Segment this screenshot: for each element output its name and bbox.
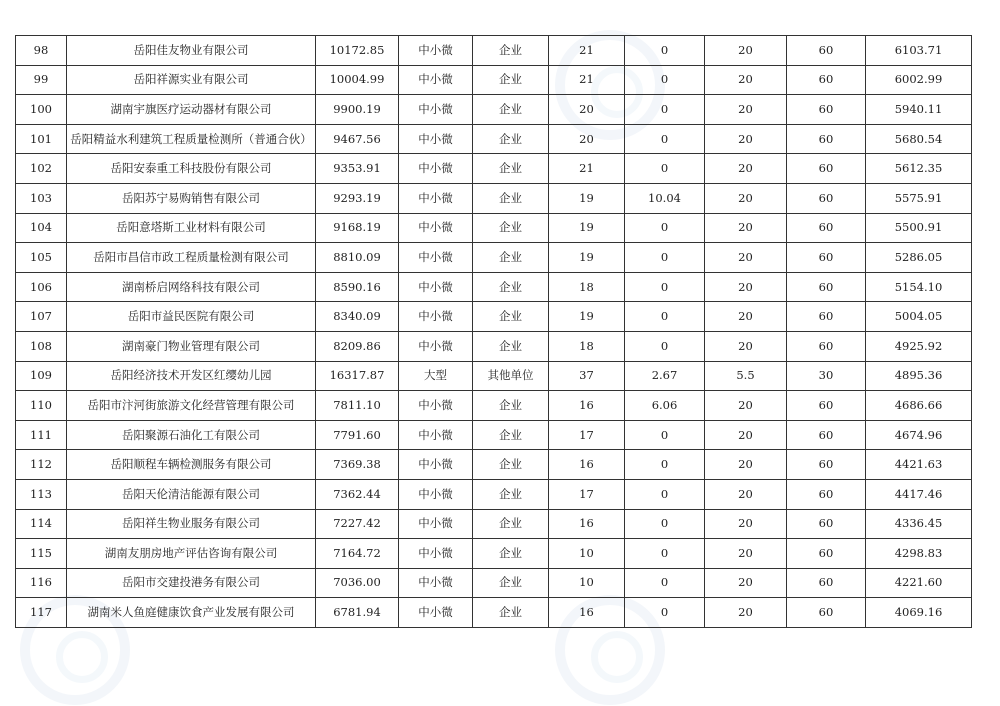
staff-count-cell: 19: [549, 183, 625, 213]
row-number-cell: 116: [16, 568, 67, 598]
table-row: [16, 36, 972, 66]
unit-type-cell: 企业: [473, 272, 549, 302]
score-3-cell: 60: [787, 95, 866, 125]
result-cell: 5154.10: [866, 272, 972, 302]
score-2-cell: 20: [705, 213, 787, 243]
score-3-cell: 60: [787, 391, 866, 421]
company-name-cell: 湖南宇旗医疗运动器材有限公司: [67, 95, 316, 125]
table-row: [16, 509, 972, 539]
enterprise-scale-cell: 大型: [399, 361, 473, 391]
score-2-cell: 20: [705, 598, 787, 628]
result-cell: 4069.16: [866, 598, 972, 628]
table-row: [16, 539, 972, 569]
company-name-cell: 湖南桥启网络科技有限公司: [67, 272, 316, 302]
score-3-cell: 60: [787, 213, 866, 243]
unit-type-cell: 企业: [473, 302, 549, 332]
staff-count-cell: 21: [549, 65, 625, 95]
enterprise-scale-cell: 中小微: [399, 213, 473, 243]
result-cell: 4421.63: [866, 450, 972, 480]
amount-cell: 10004.99: [316, 65, 399, 95]
result-cell: 5575.91: [866, 183, 972, 213]
staff-count-cell: 21: [549, 36, 625, 66]
score-1-cell: 0: [625, 243, 705, 273]
score-3-cell: 60: [787, 243, 866, 273]
unit-type-cell: 企业: [473, 65, 549, 95]
row-number-cell: 103: [16, 183, 67, 213]
company-name-cell: 岳阳苏宁易购销售有限公司: [67, 183, 316, 213]
score-2-cell: 20: [705, 302, 787, 332]
amount-cell: 7362.44: [316, 479, 399, 509]
company-name-cell: 岳阳经济技术开发区红缨幼儿园: [67, 361, 316, 391]
staff-count-cell: 21: [549, 154, 625, 184]
company-name-cell: 岳阳安泰重工科技股份有限公司: [67, 154, 316, 184]
score-1-cell: 0: [625, 331, 705, 361]
score-3-cell: 60: [787, 124, 866, 154]
row-number-cell: 100: [16, 95, 67, 125]
score-3-cell: 30: [787, 361, 866, 391]
data-table: [15, 35, 972, 628]
amount-cell: 7791.60: [316, 420, 399, 450]
table-row: [16, 568, 972, 598]
row-number-cell: 107: [16, 302, 67, 332]
staff-count-cell: 16: [549, 509, 625, 539]
staff-count-cell: 19: [549, 243, 625, 273]
staff-count-cell: 10: [549, 568, 625, 598]
enterprise-scale-cell: 中小微: [399, 450, 473, 480]
score-1-cell: 0: [625, 36, 705, 66]
score-1-cell: 0: [625, 272, 705, 302]
result-cell: 4674.96: [866, 420, 972, 450]
company-name-cell: 岳阳意塔斯工业材料有限公司: [67, 213, 316, 243]
company-name-cell: 岳阳市汴河街旅游文化经营管理有限公司: [67, 391, 316, 421]
row-number-cell: 98: [16, 36, 67, 66]
score-2-cell: 20: [705, 243, 787, 273]
unit-type-cell: 企业: [473, 243, 549, 273]
row-number-cell: 102: [16, 154, 67, 184]
company-name-cell: 湖南友朋房地产评估咨询有限公司: [67, 539, 316, 569]
amount-cell: 16317.87: [316, 361, 399, 391]
score-3-cell: 60: [787, 568, 866, 598]
staff-count-cell: 16: [549, 598, 625, 628]
amount-cell: 9293.19: [316, 183, 399, 213]
score-3-cell: 60: [787, 509, 866, 539]
company-name-cell: 岳阳祥生物业服务有限公司: [67, 509, 316, 539]
unit-type-cell: 企业: [473, 598, 549, 628]
enterprise-scale-cell: 中小微: [399, 243, 473, 273]
staff-count-cell: 17: [549, 479, 625, 509]
score-3-cell: 60: [787, 331, 866, 361]
score-1-cell: 0: [625, 95, 705, 125]
row-number-cell: 112: [16, 450, 67, 480]
staff-count-cell: 18: [549, 272, 625, 302]
table-row: [16, 598, 972, 628]
row-number-cell: 117: [16, 598, 67, 628]
score-1-cell: 0: [625, 65, 705, 95]
result-cell: 5286.05: [866, 243, 972, 273]
row-number-cell: 114: [16, 509, 67, 539]
company-name-cell: 岳阳顺程车辆检测服务有限公司: [67, 450, 316, 480]
score-3-cell: 60: [787, 539, 866, 569]
row-number-cell: 106: [16, 272, 67, 302]
score-1-cell: 2.67: [625, 361, 705, 391]
unit-type-cell: 企业: [473, 36, 549, 66]
table-row: [16, 479, 972, 509]
score-3-cell: 60: [787, 450, 866, 480]
amount-cell: 9900.19: [316, 95, 399, 125]
unit-type-cell: 企业: [473, 183, 549, 213]
unit-type-cell: 企业: [473, 479, 549, 509]
score-2-cell: 20: [705, 331, 787, 361]
table-row: [16, 65, 972, 95]
result-cell: 4221.60: [866, 568, 972, 598]
enterprise-scale-cell: 中小微: [399, 539, 473, 569]
table-row: [16, 450, 972, 480]
company-name-cell: 岳阳精益水利建筑工程质量检测所（普通合伙）: [67, 124, 316, 154]
row-number-cell: 109: [16, 361, 67, 391]
row-number-cell: 113: [16, 479, 67, 509]
score-1-cell: 0: [625, 302, 705, 332]
row-number-cell: 115: [16, 539, 67, 569]
result-cell: 5680.54: [866, 124, 972, 154]
company-name-cell: 岳阳佳友物业有限公司: [67, 36, 316, 66]
score-2-cell: 20: [705, 154, 787, 184]
score-2-cell: 20: [705, 65, 787, 95]
unit-type-cell: 企业: [473, 213, 549, 243]
score-3-cell: 60: [787, 272, 866, 302]
score-2-cell: 20: [705, 450, 787, 480]
enterprise-scale-cell: 中小微: [399, 331, 473, 361]
row-number-cell: 101: [16, 124, 67, 154]
company-name-cell: 岳阳市益民医院有限公司: [67, 302, 316, 332]
enterprise-scale-cell: 中小微: [399, 302, 473, 332]
amount-cell: 6781.94: [316, 598, 399, 628]
row-number-cell: 111: [16, 420, 67, 450]
table-row: [16, 331, 972, 361]
score-1-cell: 0: [625, 213, 705, 243]
score-1-cell: 0: [625, 539, 705, 569]
enterprise-scale-cell: 中小微: [399, 391, 473, 421]
score-1-cell: 0: [625, 479, 705, 509]
table-row: [16, 183, 972, 213]
row-number-cell: 105: [16, 243, 67, 273]
score-2-cell: 5.5: [705, 361, 787, 391]
staff-count-cell: 18: [549, 331, 625, 361]
amount-cell: 9467.56: [316, 124, 399, 154]
score-3-cell: 60: [787, 420, 866, 450]
amount-cell: 8340.09: [316, 302, 399, 332]
result-cell: 4336.45: [866, 509, 972, 539]
score-2-cell: 20: [705, 420, 787, 450]
score-2-cell: 20: [705, 95, 787, 125]
table-row: [16, 154, 972, 184]
score-2-cell: 20: [705, 124, 787, 154]
unit-type-cell: 企业: [473, 539, 549, 569]
staff-count-cell: 10: [549, 539, 625, 569]
unit-type-cell: 企业: [473, 124, 549, 154]
enterprise-scale-cell: 中小微: [399, 509, 473, 539]
staff-count-cell: 20: [549, 95, 625, 125]
unit-type-cell: 企业: [473, 420, 549, 450]
score-2-cell: 20: [705, 391, 787, 421]
result-cell: 6103.71: [866, 36, 972, 66]
score-1-cell: 0: [625, 568, 705, 598]
unit-type-cell: 企业: [473, 568, 549, 598]
result-cell: 5612.35: [866, 154, 972, 184]
staff-count-cell: 19: [549, 302, 625, 332]
table-row: [16, 124, 972, 154]
score-2-cell: 20: [705, 568, 787, 598]
score-1-cell: 10.04: [625, 183, 705, 213]
table-row: [16, 243, 972, 273]
staff-count-cell: 16: [549, 450, 625, 480]
score-1-cell: 0: [625, 154, 705, 184]
score-3-cell: 60: [787, 65, 866, 95]
score-1-cell: 0: [625, 450, 705, 480]
amount-cell: 7164.72: [316, 539, 399, 569]
amount-cell: 7036.00: [316, 568, 399, 598]
unit-type-cell: 企业: [473, 331, 549, 361]
result-cell: 6002.99: [866, 65, 972, 95]
score-2-cell: 20: [705, 509, 787, 539]
enterprise-scale-cell: 中小微: [399, 154, 473, 184]
score-2-cell: 20: [705, 539, 787, 569]
result-cell: 4417.46: [866, 479, 972, 509]
result-cell: 4895.36: [866, 361, 972, 391]
table-row: [16, 420, 972, 450]
unit-type-cell: 企业: [473, 154, 549, 184]
row-number-cell: 110: [16, 391, 67, 421]
table-row: [16, 391, 972, 421]
enterprise-scale-cell: 中小微: [399, 272, 473, 302]
unit-type-cell: 企业: [473, 509, 549, 539]
company-name-cell: 湖南豪门物业管理有限公司: [67, 331, 316, 361]
enterprise-scale-cell: 中小微: [399, 568, 473, 598]
staff-count-cell: 37: [549, 361, 625, 391]
company-name-cell: 岳阳天伦清洁能源有限公司: [67, 479, 316, 509]
table-row: [16, 272, 972, 302]
score-3-cell: 60: [787, 36, 866, 66]
enterprise-scale-cell: 中小微: [399, 183, 473, 213]
score-2-cell: 20: [705, 36, 787, 66]
unit-type-cell: 企业: [473, 391, 549, 421]
score-2-cell: 20: [705, 479, 787, 509]
amount-cell: 8209.86: [316, 331, 399, 361]
enterprise-scale-cell: 中小微: [399, 65, 473, 95]
enterprise-scale-cell: 中小微: [399, 95, 473, 125]
staff-count-cell: 19: [549, 213, 625, 243]
score-3-cell: 60: [787, 154, 866, 184]
result-cell: 5500.91: [866, 213, 972, 243]
staff-count-cell: 16: [549, 391, 625, 421]
amount-cell: 8590.16: [316, 272, 399, 302]
result-cell: 4925.92: [866, 331, 972, 361]
score-1-cell: 6.06: [625, 391, 705, 421]
score-1-cell: 0: [625, 598, 705, 628]
score-1-cell: 0: [625, 124, 705, 154]
score-3-cell: 60: [787, 183, 866, 213]
amount-cell: 9168.19: [316, 213, 399, 243]
row-number-cell: 108: [16, 331, 67, 361]
amount-cell: 8810.09: [316, 243, 399, 273]
score-1-cell: 0: [625, 509, 705, 539]
enterprise-scale-cell: 中小微: [399, 598, 473, 628]
company-name-cell: 岳阳聚源石油化工有限公司: [67, 420, 316, 450]
staff-count-cell: 17: [549, 420, 625, 450]
result-cell: 4298.83: [866, 539, 972, 569]
table-row: [16, 302, 972, 332]
row-number-cell: 104: [16, 213, 67, 243]
amount-cell: 7369.38: [316, 450, 399, 480]
result-cell: 5004.05: [866, 302, 972, 332]
score-3-cell: 60: [787, 302, 866, 332]
table-row: [16, 213, 972, 243]
enterprise-scale-cell: 中小微: [399, 420, 473, 450]
score-3-cell: 60: [787, 598, 866, 628]
enterprise-scale-cell: 中小微: [399, 36, 473, 66]
unit-type-cell: 企业: [473, 95, 549, 125]
score-1-cell: 0: [625, 420, 705, 450]
amount-cell: 7227.42: [316, 509, 399, 539]
score-2-cell: 20: [705, 272, 787, 302]
amount-cell: 10172.85: [316, 36, 399, 66]
table-row: [16, 95, 972, 125]
company-name-cell: 湖南米人鱼庭健康饮食产业发展有限公司: [67, 598, 316, 628]
score-3-cell: 60: [787, 479, 866, 509]
result-cell: 4686.66: [866, 391, 972, 421]
amount-cell: 7811.10: [316, 391, 399, 421]
row-number-cell: 99: [16, 65, 67, 95]
company-name-cell: 岳阳市交建投港务有限公司: [67, 568, 316, 598]
company-name-cell: 岳阳祥源实业有限公司: [67, 65, 316, 95]
unit-type-cell: 其他单位: [473, 361, 549, 391]
table-row: [16, 361, 972, 391]
staff-count-cell: 20: [549, 124, 625, 154]
unit-type-cell: 企业: [473, 450, 549, 480]
company-name-cell: 岳阳市昌信市政工程质量检测有限公司: [67, 243, 316, 273]
score-2-cell: 20: [705, 183, 787, 213]
enterprise-scale-cell: 中小微: [399, 124, 473, 154]
enterprise-scale-cell: 中小微: [399, 479, 473, 509]
result-cell: 5940.11: [866, 95, 972, 125]
amount-cell: 9353.91: [316, 154, 399, 184]
